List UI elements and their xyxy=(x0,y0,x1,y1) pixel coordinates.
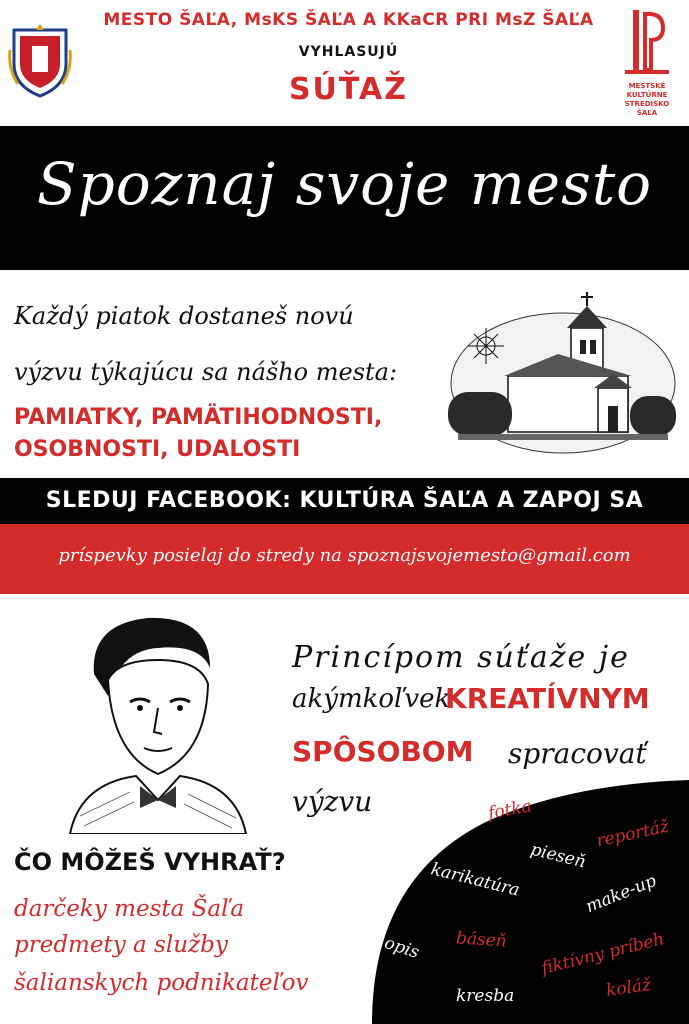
prize-line-3: šalianskych podnikateľov xyxy=(14,970,309,996)
principle-line-1: Princípom súťaže je xyxy=(292,640,630,675)
topics-line-2: OSOBNOSTI, UDALOSTI xyxy=(14,437,301,462)
logo-label-3: STREDISKO xyxy=(624,100,670,108)
word-basen: báseň xyxy=(455,928,508,952)
logo-label-1: MESTSKÉ xyxy=(628,82,666,90)
church-illustration xyxy=(448,288,678,458)
email-instruction: príspevky posielaj do stredy na spoznajsvojemesto@gmail.com xyxy=(58,545,631,566)
principle-line-3: spracovať xyxy=(508,737,647,770)
facebook-callout: SLEDUJ FACEBOOK: KULTÚRA ŠAĽA A ZAPOJ SA xyxy=(45,488,644,513)
word-opis: opis xyxy=(381,933,422,963)
principle-emphasis-1: KREATÍVNYM xyxy=(445,682,650,715)
prize-line-1: darčeky mesta Šaľa xyxy=(14,896,245,922)
word-fiktivny-pribeh: fiktívny príbeh xyxy=(539,929,667,979)
prize-line-2: predmety a služby xyxy=(14,932,228,958)
principle-emphasis-2: SPÔSOBOM xyxy=(292,735,474,768)
word-kolaz: koláž xyxy=(604,974,653,1002)
principle-line-2: akýmkoľvek xyxy=(292,684,451,714)
portrait-illustration xyxy=(60,604,250,834)
coat-of-arms-icon xyxy=(8,20,72,98)
intro-line-1: Každý piatok dostaneš novú xyxy=(14,302,354,330)
logo-label-4: ŠAĽA xyxy=(636,109,658,117)
word-fotka: fotka xyxy=(486,796,534,824)
logo-label-2: KULTÚRNE xyxy=(626,91,668,99)
intro-line-2: výzvu týkajúcu sa nášho mesta: xyxy=(14,358,398,386)
prize-title: ČO MÔŽEŠ VYHRAŤ? xyxy=(14,848,286,876)
contest-label: SÚŤAŽ xyxy=(288,72,409,107)
poster-title: Spoznaj svoje mesto xyxy=(36,150,653,218)
msks-logo xyxy=(615,6,679,126)
word-piesen: pieseň xyxy=(528,839,588,873)
word-reportaz: reportáž xyxy=(594,816,671,852)
topics-line-1: PAMIATKY, PAMÄTIHODNOSTI, xyxy=(14,405,383,430)
announce-label: VYHLASUJÚ xyxy=(298,44,399,60)
word-make-up: make-up xyxy=(582,870,660,918)
principle-line-4: výzvu xyxy=(292,785,373,818)
msks-logo-icon xyxy=(615,6,679,78)
word-karikatura: karikatúra xyxy=(428,859,522,901)
organizers-line: MESTO ŠAĽA, MsKS ŠAĽA A KKaCR PRI MsZ ŠAĽA xyxy=(103,10,594,30)
word-kresba: kresba xyxy=(456,986,515,1006)
